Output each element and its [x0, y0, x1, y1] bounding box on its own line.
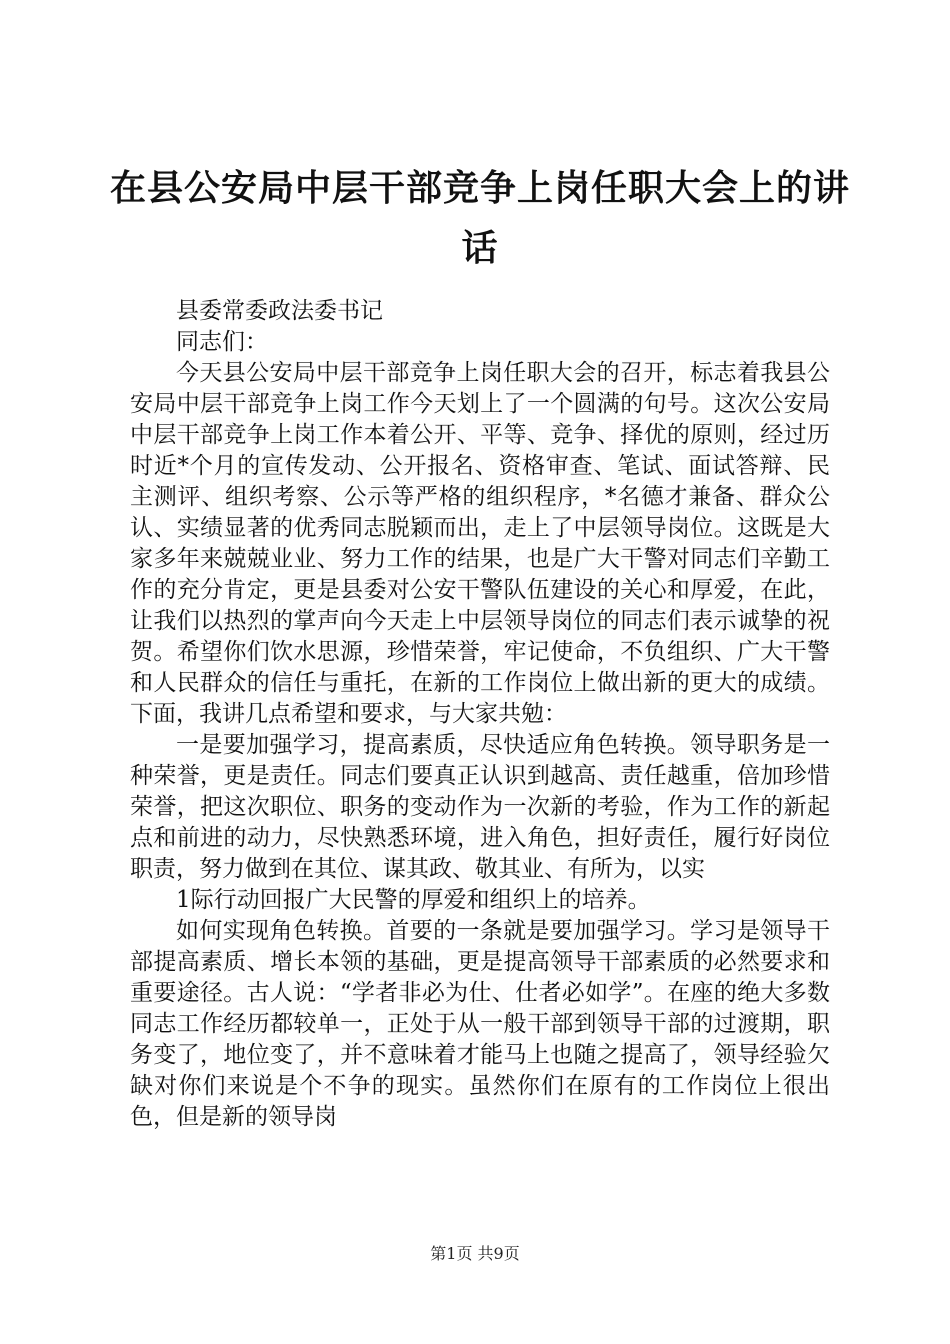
speaker-line: 县委常委政法委书记 — [176, 298, 383, 324]
document-title: 在县公安局中层干部竞争上岗任职大会上的讲话 — [110, 167, 851, 269]
salutation: 同志们： — [176, 329, 268, 355]
paragraph: 一是要加强学习，提高素质，尽快适应角色转换。领导职务是一种荣誉，更是责任。同志们要真正认识到越高、责任越重，倍加珍惜荣誉，把这次职位、职务的变动作为一次新的考验，作为工作的新起点和前进的动力，尽快熟悉环境，进入角色，担好责任，履行好岗位职责，努力做到在其位、谋其政、敬其业、有所为，以实 — [130, 732, 830, 882]
document-body — [130, 296, 830, 1133]
page-number-footer: 第1页 共9页 — [430, 1244, 520, 1263]
paragraph: 今天县公安局中层干部竞争上岗任职大会的召开，标志着我县公安局中层干部竞争上岗工作今天划上了一个圆满的句号。这次公安局中层干部竞争上岗工作本着公开、平等、竞争、择优的原则，经过历时近*个月的宣传发动、公开报名、资格审查、笔试、面试答辩、民主测评、组织考察、公示等严格的组织程序，*名德才兼备、群众公认、实绩显著的优秀同志脱颖而出，走上了中层领导岗位。这既是大家多年来兢兢业业、努力工作的结果，也是广大干警对同志们辛勤工作的充分肯定，更是县委对公安干警队伍建设的关心和厚爱，在此，让我们以热烈的掌声向今天走上中层领导岗位的同志们表示诚挚的祝贺。希望你们饮水思源，珍惜荣誉，牢记使命，不负组织、广大干警和人民群众的信任与重托，在新的工作岗位上做出新的更大的成绩。下面，我讲几点希望和要求，与大家共勉： — [130, 360, 830, 727]
paragraph: 1际行动回报广大民警的厚爱和组织上的培养。 — [176, 887, 651, 913]
paragraph: 如何实现角色转换。首要的一条就是要加强学习。学习是领导干部提高素质、增长本领的基础，更是提高领导干部素质的必然要求和重要途径。古人说：“学者非必为仕、仕者必如学”。在座的绝大多数同志工作经历都较单一，正处于从一般干部到领导干部的过渡期，职务变了，地位变了，并不意味着才能马上也随之提高了，领导经验欠缺对你们来说是个不争的现实。虽然你们在原有的工作岗位上很出色，但是新的领导岗 — [130, 918, 830, 1130]
